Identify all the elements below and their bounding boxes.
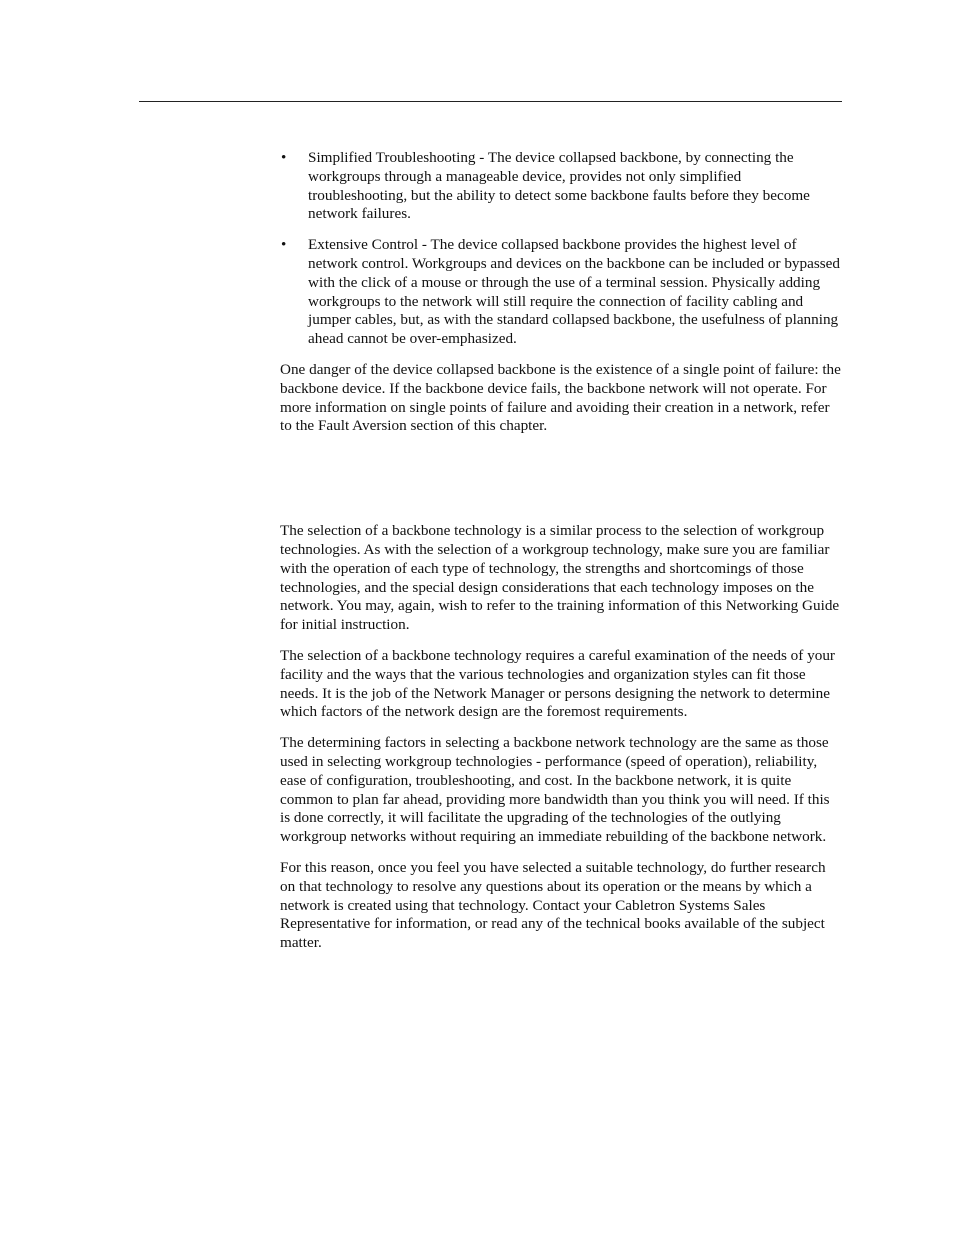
page-body	[280, 149, 842, 965]
paragraph-selection-needs: The selection of a backbone technology requires a careful examination of the needs of your facility and the ways that the various technologies and organization styles can fit those needs. It is the job of the Network Manager or persons designing the network to determine which factors of the network design are the foremost requirements.	[280, 646, 835, 721]
section-spacer	[280, 448, 842, 522]
bullet-text: Extensive Control - The device collapsed backbone provides the highest level of network control. Workgroups and devices on the backbone can be included or bypassed with the click of a mouse or through the use of a terminal session. Physically adding workgroups to the network will still require the connection of facility cabling and jumper cables, but, as with the standard collapsed backbone, the usefulness of planning ahead cannot be over-emphasized.	[308, 236, 841, 348]
bullet-dot-icon: •	[281, 236, 287, 254]
paragraph-determining-factors: The determining factors in selecting a backbone network technology are the same as those used in selecting workgroup technologies - performance (speed of operation), reliability, ease of configuration, troubleshooting, and cost. In the backbone network, it is quite common to plan far ahead, providing more bandwidth than you think you will need. If this is done correctly, it will facilitate the upgrading of the technologies of the outlying workgroup networks without requiring an immediate rebuilding of the backbone network.	[280, 734, 830, 846]
bullet-simplified-troubleshooting	[280, 149, 842, 224]
paragraph-selection-process: The selection of a backbone technology is a similar process to the selection of workgroup technologies. As with the selection of a workgroup technology, make sure you are familiar with the operation of each type of technology, the strengths and shortcomings of those technologies, and the special design considerations that each technology imposes on the network. You may, again, wish to refer to the training information of this Networking Guide for initial instruction.	[280, 522, 840, 634]
feature-bullet-list	[280, 149, 842, 349]
paragraph-single-point-of-failure: One danger of the device collapsed backbone is the existence of a single point of failure: the backbone device. If the backbone device fails, the backbone network will not operate. For more information on single points of failure and avoiding their creation in a network, refer to the Fault Aversion section of this chapter.	[280, 360, 841, 435]
bullet-text: Simplified Troubleshooting - The device collapsed backbone, by connecting the workgroups through a manageable device, provides not only simplified troubleshooting, but the ability to detect some backbone faults before they become network failures.	[308, 149, 810, 223]
bullet-extensive-control	[280, 236, 842, 349]
paragraph-further-research: For this reason, once you feel you have selected a suitable technology, do further research on that technology to resolve any questions about its operation or the means by which a network is created using that technology. Contact your Cabletron Systems Sales Representative for information, or read any of the technical books available of the subject matter.	[280, 858, 826, 952]
bullet-dot-icon: •	[281, 149, 287, 166]
header-rule	[139, 101, 842, 102]
